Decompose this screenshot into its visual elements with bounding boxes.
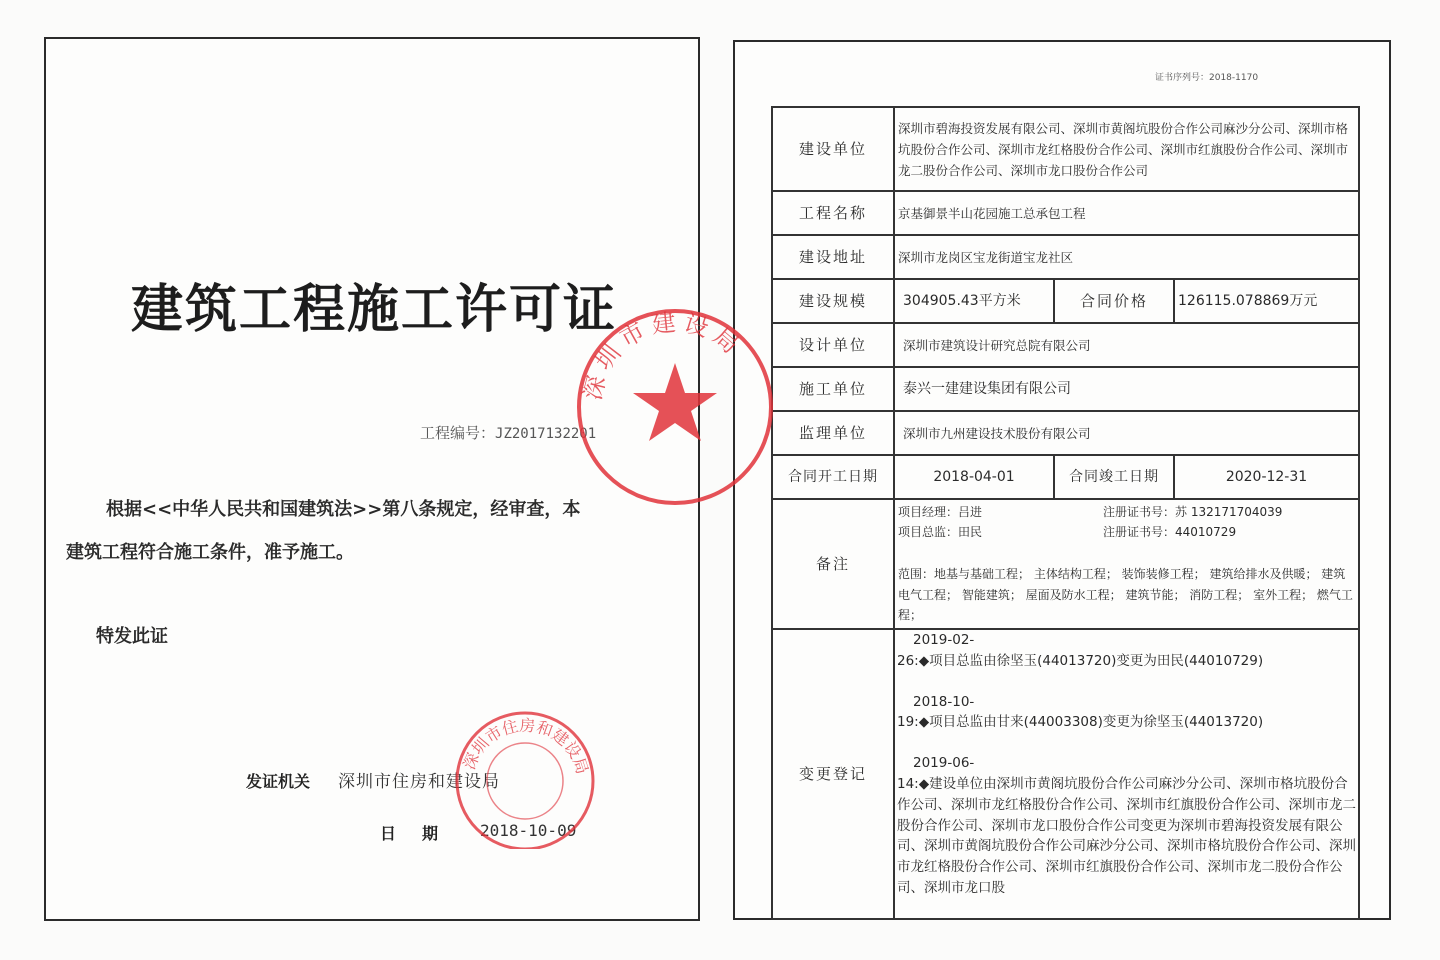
price-value: 126115.078869万元 [1174,279,1359,323]
issue-date: 2018-10-09 [480,821,577,840]
table-row [772,279,1359,323]
project-name-label: 工程名称 [772,191,894,235]
notes-cell [894,499,1359,629]
project-manager-cert: 注册证书号：苏 132171704039 [1103,505,1283,519]
end-date-value: 2020-12-31 [1174,455,1359,499]
construction-unit-label: 建设单位 [772,107,894,191]
builder-label: 施工单位 [772,367,894,411]
permit-details-table [771,106,1360,920]
change-text: 14:◆建设单位由深圳市黄阁坑股份合作公司麻沙分公司、深圳市格坑股份合作公司、深圳市龙红格股份合作公司、深圳市红旗股份合作公司、深圳市龙二股份合作公司、深圳市龙口股份合作公司变更为深圳市碧海投资发展有限公司、深圳市黄阁坑股份合作公司麻沙分公司、深圳市格坑股份合作公司、深圳市龙红格股份合作公司、深圳市红旗股份合作公司、深圳市龙二股份合作公司、深圳市龙口股 [897,775,1356,896]
chief-supervisor-cert: 注册证书号：44010729 [1103,525,1237,539]
changes-label: 变更登记 [772,629,894,919]
project-manager: 项目经理：吕进 [898,505,983,519]
change-records [897,630,1356,916]
project-name-value: 京基御景半山花园施工总承包工程 [894,191,1359,235]
scope-text: 范围：地基与基础工程； 主体结构工程； 装饰装修工程； 建筑给排水及供暖； 建筑电气工程； 智能建筑； 屋面及防水工程； 建筑节能； 消防工程； 室外工程； 燃气工程； [898,567,1353,622]
seal1-text: 深圳市建设局 [578,307,749,403]
table-row [772,629,1359,919]
change-text: 19:◆项目总监由甘来(44003308)变更为徐坚玉(44013720) [897,714,1264,731]
authorization-text-line-1: 根据<<中华人民共和国建筑法>>第八条规定，经审查，本 [106,499,581,520]
design-unit-label: 设计单位 [772,323,894,367]
supervisor-value: 深圳市九州建设技术股份有限公司 [894,411,1359,455]
table-row [772,367,1359,411]
certificate-detail-page [733,40,1391,920]
chief-supervisor: 项目总监：田民 [898,525,983,539]
scale-value: 304905.43平方米 [894,279,1054,323]
table-row [772,323,1359,367]
certificate-title: 建筑工程施工许可证 [130,280,617,340]
seal2-text: 深圳市住房和建设局 [459,715,593,777]
builder-value: 泰兴一建建设集团有限公司 [894,367,1359,411]
start-date-label: 合同开工日期 [772,455,894,499]
hereby-issued-text: 特发此证 [96,626,168,647]
supervisor-label: 监理单位 [772,411,894,455]
address-label: 建设地址 [772,235,894,279]
project-number-label: 工程编号： [420,424,496,442]
table-row [772,455,1359,499]
price-label: 合同价格 [1054,279,1174,323]
issuer-value: 深圳市住房和建设局 [338,772,500,792]
end-date-label: 合同竣工日期 [1054,455,1174,499]
scale-label: 建设规模 [772,279,894,323]
table-row [772,107,1359,191]
table-row [772,499,1359,629]
authorization-text-line-2: 建筑工程符合施工条件，准予施工。 [66,542,354,563]
date-label: 日期 [380,824,465,843]
notes-label: 备注 [772,499,894,629]
design-unit-value: 深圳市建筑设计研究总院有限公司 [894,323,1359,367]
table-row [772,235,1359,279]
change-text: 26:◆项目总监由徐坚玉(44013720)变更为田民(44010729) [897,652,1264,669]
address-value: 深圳市龙岗区宝龙街道宝龙社区 [894,235,1359,279]
construction-unit-value: 深圳市碧海投资发展有限公司、深圳市黄阁坑股份合作公司麻沙分公司、深圳市格坑股份合作公司、深圳市龙红格股份合作公司、深圳市红旗股份合作公司、深圳市龙二股份合作公司、深圳市龙口股份合作公司 [894,107,1359,191]
changes-cell [894,629,1359,919]
issuer-label: 发证机关 [246,772,311,791]
certificate-front-page [44,37,700,921]
serial-number: 证书序列号：2018-1170 [1155,73,1259,83]
start-date-value: 2018-04-01 [894,455,1054,499]
change-date: 2018-10- [913,693,975,710]
change-date: 2019-06- [913,755,975,772]
table-row [772,191,1359,235]
change-date: 2019-02- [913,632,975,648]
project-number [420,422,596,443]
project-number-value: JZ2017132201 [495,426,597,442]
table-row [772,411,1359,455]
